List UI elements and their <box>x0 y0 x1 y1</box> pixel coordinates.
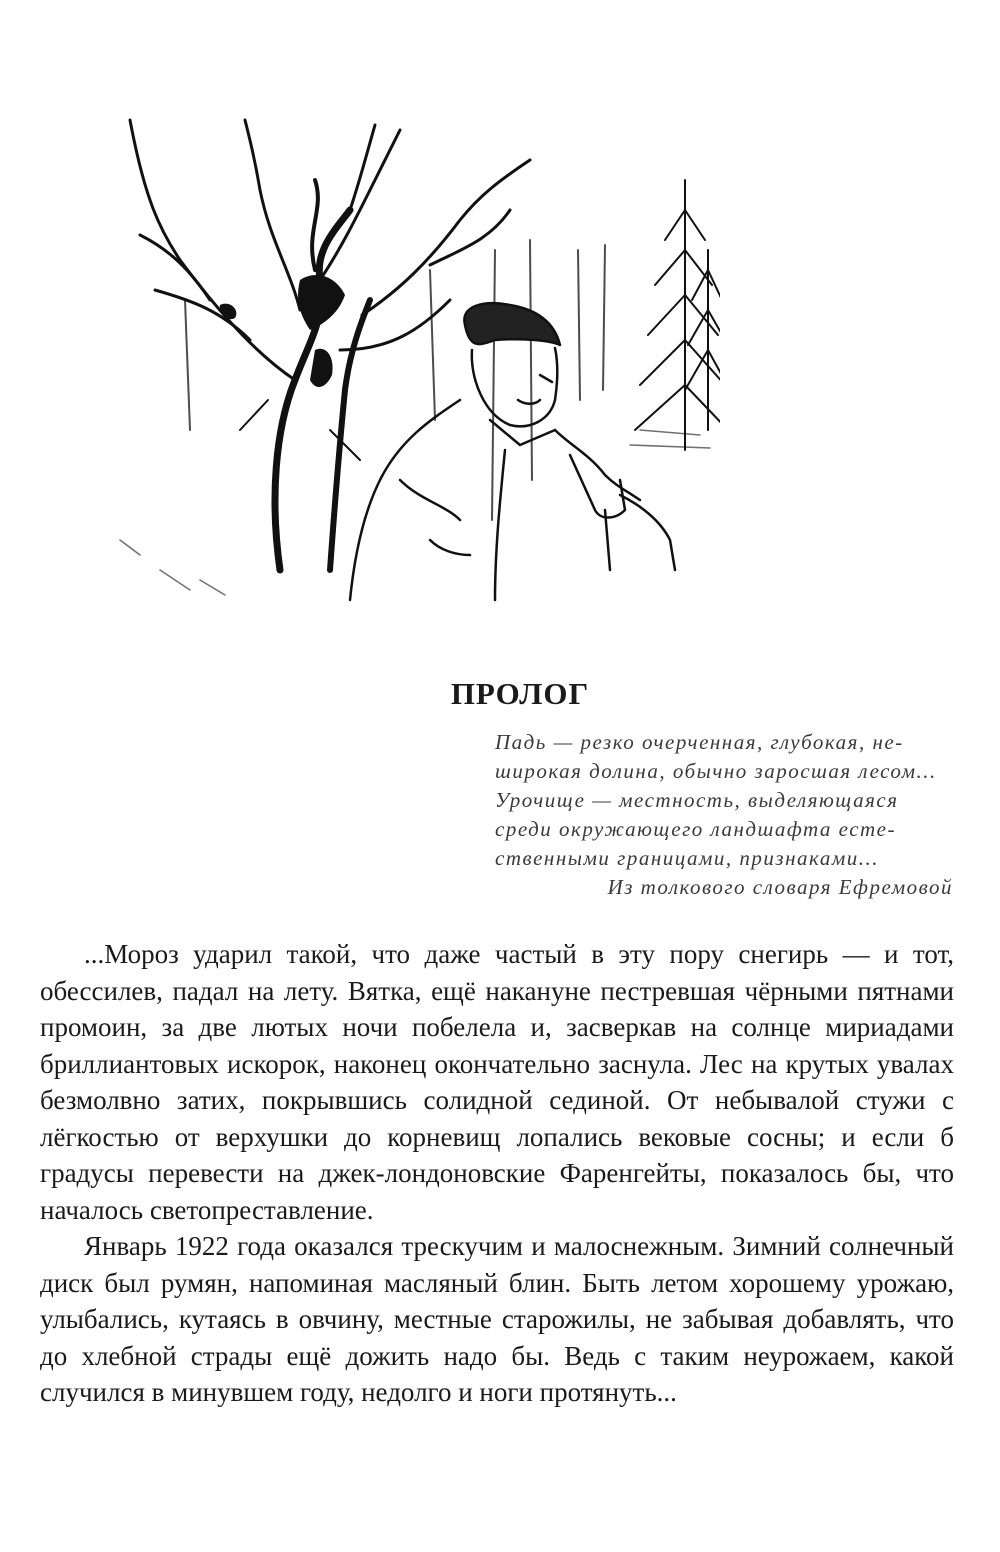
prologue-text <box>40 936 954 1411</box>
epigraph-line: среди окружающего ландшафта есте- <box>495 817 896 841</box>
paragraph: ...Мороз ударил такой, что даже частый в эту пору снегирь — и тот, обессилев, падал на лету. Вятка, ещё накануне пестревшая чёрными пятнами промоин, за две лютых ночи побелела и, засверкав на солнце мириадами бриллиантовых искорок, наконец окончательно заснула. Лес на крутых увалах безмолвно затих, покрывшись солидной сединой. От небывалой стужи с лёгкостью от верхушки до корневищ лопались вековые сосны; и если б градусы перевести на джек-лондоновские Фаренгейты, показалось бы, что началось светопреставление. <box>40 939 954 1225</box>
epigraph-line: ственными границами, признаками... <box>495 846 879 870</box>
winter-forest-illustration <box>100 100 720 640</box>
epigraph-line: широкая долина, обычно заросшая лесом... <box>495 759 937 783</box>
epigraph-source: Из толкового словаря Ефремовой <box>607 875 953 899</box>
epigraph-line: Падь — резко очерченная, глубокая, не- <box>495 730 904 754</box>
fir-trees <box>635 180 720 450</box>
bare-tree <box>130 120 530 570</box>
man-figure <box>350 303 675 600</box>
background-trunks <box>185 240 605 520</box>
paragraph: Январь 1922 года оказался трескучим и малоснежным. Зимний солнечный диск был румян, напоминая масляный блин. Быть летом хорошему урожаю, улыбались, кутаясь в овчину, местные старожилы, не забывая добавлять, что до хлебной страды ещё дожить надо бы. Ведь с таким неурожаем, какой случился в минувшем году, недолго и ноги протянуть... <box>40 1231 954 1407</box>
epigraph-line: Урочище — местность, выделяющаяся <box>495 788 899 812</box>
epigraph <box>495 728 953 902</box>
chapter-title: ПРОЛОГ <box>450 676 590 711</box>
